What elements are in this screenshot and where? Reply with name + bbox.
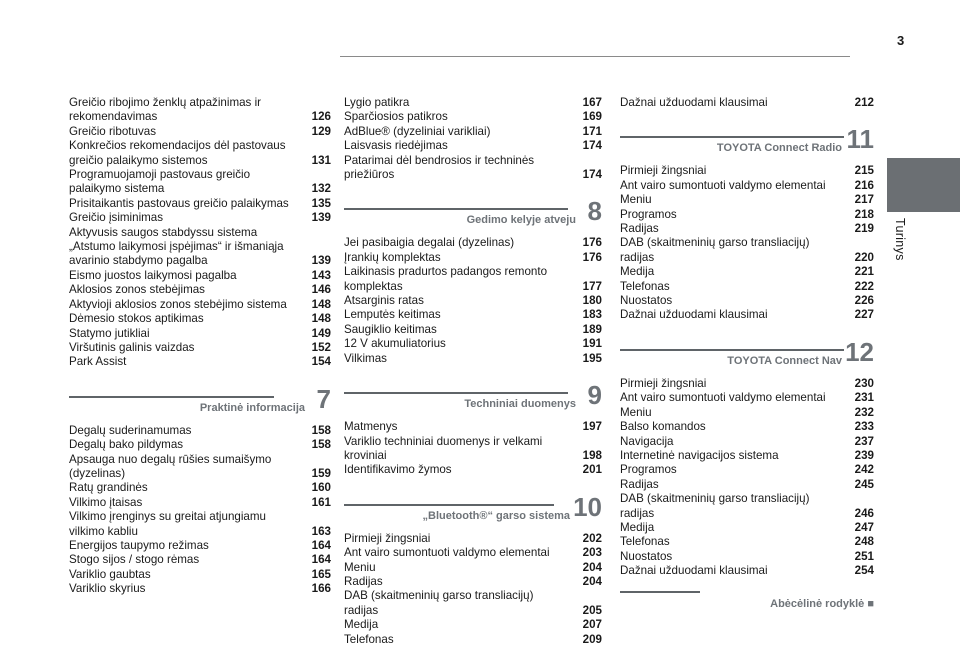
toc-entry-page: 237 xyxy=(854,434,874,448)
toc-entry[interactable] xyxy=(344,575,602,589)
toc-entry-page: 245 xyxy=(854,477,874,491)
toc-entry-title: Balso komandos xyxy=(620,420,706,434)
toc-entry-title: 12 V akumuliatorius xyxy=(344,337,446,351)
toc-entry[interactable] xyxy=(344,337,602,351)
toc-entry[interactable] xyxy=(344,110,602,124)
toc-entry[interactable] xyxy=(344,352,602,366)
toc-entry[interactable] xyxy=(620,294,874,308)
toc-entry-page: 239 xyxy=(854,448,874,462)
toc-entry-title: Nuostatos xyxy=(620,549,673,563)
toc-entry-page: 154 xyxy=(311,355,331,369)
toc-entry-page: 167 xyxy=(582,96,602,109)
index-footer xyxy=(620,591,874,611)
toc-entry-page: 176 xyxy=(582,250,602,264)
section-header-7 xyxy=(69,380,331,424)
toc-entry-title: Park Assist xyxy=(69,355,127,369)
toc-entry[interactable] xyxy=(344,561,602,575)
toc-entry[interactable] xyxy=(620,463,874,477)
toc-entry-page: 195 xyxy=(582,351,602,365)
toc-entry-title: Laisvasis riedėjimas xyxy=(344,139,448,153)
toc-entry-page: 227 xyxy=(854,308,874,322)
toc-entry-page: 246 xyxy=(854,506,874,520)
toc-column-3 xyxy=(620,96,874,611)
toc-entry-page: 159 xyxy=(311,466,331,480)
section-title: Techniniai duomenys xyxy=(464,398,576,411)
toc-entry[interactable] xyxy=(344,420,602,434)
toc-entry-page: 247 xyxy=(854,520,874,534)
toc-entry-title: Statymo jutikliai xyxy=(69,326,150,340)
toc-entry-page: 160 xyxy=(311,481,331,495)
toc-entry-title: Radijas xyxy=(344,574,383,588)
toc-entry[interactable] xyxy=(69,125,331,139)
toc-entry[interactable] xyxy=(69,269,331,283)
toc-entry-title: Atsarginis ratas xyxy=(344,294,424,308)
toc-entry-title: Telefonas xyxy=(620,535,670,549)
section-rule xyxy=(344,208,568,210)
toc-entry-page: 129 xyxy=(311,124,331,138)
toc-entry-title: Pirmieji žingsniai xyxy=(620,376,707,390)
toc-entry-page: 149 xyxy=(311,326,331,340)
toc-entry-page: 158 xyxy=(311,438,331,452)
toc-entry-page: 143 xyxy=(311,268,331,282)
toc-entry-title: Vilkimo įrenginys su greitai atjungiamu vilkimo kabliu xyxy=(69,510,266,538)
toc-entry[interactable] xyxy=(344,435,602,464)
section-rule xyxy=(344,504,554,506)
toc-entry-page: 132 xyxy=(311,182,331,196)
toc-entry-title: Pirmieji žingsniai xyxy=(344,531,431,545)
toc-entry-page: 218 xyxy=(854,207,874,221)
toc-entry-page: 176 xyxy=(582,236,602,250)
toc-entry-title: Aktyvusis saugos stabdyssu sistema „Atstumo laikymosi įspėjimas“ ir išmaniąja avarinio stabdymo pagalba xyxy=(69,225,284,268)
section-header-12 xyxy=(620,333,874,377)
toc-entry[interactable] xyxy=(344,308,602,322)
section-rule xyxy=(69,396,274,398)
toc-entry-page: 169 xyxy=(582,110,602,124)
toc-entry-page: 191 xyxy=(582,337,602,351)
toc-entry-title: Internetinė navigacijos sistema xyxy=(620,448,779,462)
toc-entry[interactable] xyxy=(69,568,331,582)
side-label: Turinys xyxy=(893,218,907,261)
toc-entry-title: Radijas xyxy=(620,222,659,236)
toc-entry-title: Viršutinis galinis vaizdas xyxy=(69,340,195,354)
toc-entry-title: Variklio gaubtas xyxy=(69,567,151,581)
toc-entry-title: Greičio ribotuvas xyxy=(69,124,156,138)
toc-entry-title: Lygio patikra xyxy=(344,96,410,109)
toc-entry-title: Jei pasibaigia degalai (dyzelinas) xyxy=(344,236,515,250)
toc-entry[interactable] xyxy=(620,280,874,294)
toc-entry[interactable] xyxy=(69,96,331,125)
toc-entry-title: Pirmieji žingsniai xyxy=(620,164,707,178)
toc-entry-title: DAB (skaitmeninių garso transliacijų) radijas xyxy=(344,589,534,617)
toc-entry[interactable] xyxy=(344,139,602,153)
toc-entry-page: 139 xyxy=(311,211,331,225)
toc-entry-page: 248 xyxy=(854,535,874,549)
page-number: 3 xyxy=(897,33,905,48)
toc-entry[interactable] xyxy=(344,251,602,265)
section-header-9 xyxy=(344,376,602,420)
toc-entry-title: Įrankių komplektas xyxy=(344,250,441,264)
toc-entry-title: Degalų suderinamumas xyxy=(69,423,192,437)
top-rule xyxy=(340,56,850,57)
toc-entry-page: 161 xyxy=(311,495,331,509)
toc-entry-title: Dažnai užduodami klausimai xyxy=(620,308,768,322)
toc-entry-title: Greičio ribojimo ženklų atpažinimas ir rekomendavimas xyxy=(69,96,262,124)
side-tab[interactable] xyxy=(887,158,960,212)
toc-entry-title: Aktyvioji aklosios zonos stebėjimo sistema xyxy=(69,297,287,311)
toc-entry[interactable] xyxy=(344,532,602,546)
toc-entry[interactable] xyxy=(69,211,331,225)
toc-entry-page: 189 xyxy=(582,322,602,336)
toc-entry-page: 197 xyxy=(582,420,602,434)
toc-entry-title: Lemputės keitimas xyxy=(344,308,441,322)
toc-entry[interactable] xyxy=(69,453,331,482)
section-number: 9 xyxy=(587,380,602,411)
toc-entry-title: Medija xyxy=(620,265,655,279)
toc-entry-title: Aklosios zonos stebėjimas xyxy=(69,283,205,297)
toc-entry[interactable] xyxy=(344,154,602,183)
toc-entry-page: 166 xyxy=(311,582,331,596)
toc-entry-title: Apsauga nuo degalų rūšies sumaišymo (dyzelinas) xyxy=(69,452,272,480)
toc-entry[interactable] xyxy=(344,294,602,308)
toc-entry-page: 212 xyxy=(854,96,874,109)
section-title: Praktinė informacija xyxy=(199,401,305,414)
toc-entry[interactable] xyxy=(620,377,874,391)
section-title: „Bluetooth®“ garso sistema xyxy=(422,509,570,522)
toc-list xyxy=(69,424,331,597)
toc-entry-title: Telefonas xyxy=(344,632,394,646)
toc-entry[interactable] xyxy=(620,449,874,463)
section-number: 10 xyxy=(573,491,602,522)
toc-entry[interactable] xyxy=(620,420,874,434)
toc-entry[interactable] xyxy=(69,553,331,567)
toc-entry-page: 204 xyxy=(582,574,602,588)
toc-entry-page: 139 xyxy=(311,254,331,268)
toc-entry[interactable] xyxy=(69,197,331,211)
toc-entry-title: Stogo sijos / stogo rėmas xyxy=(69,553,200,567)
toc-column-1 xyxy=(69,96,331,597)
toc-entry-title: Laikinasis pradurtos padangos remonto komplektas xyxy=(344,265,548,293)
toc-list xyxy=(344,532,602,647)
toc-entry-title: Ant vairo sumontuoti valdymo elementai xyxy=(620,391,826,405)
toc-entry-page: 254 xyxy=(854,564,874,578)
toc-entry-title: Matmenys xyxy=(344,420,398,434)
toc-entry-page: 126 xyxy=(311,110,331,124)
section-rule xyxy=(620,349,844,351)
toc-entry-page: 226 xyxy=(854,294,874,308)
toc-entry-page: 222 xyxy=(854,279,874,293)
toc-entry[interactable] xyxy=(620,521,874,535)
toc-entry-title: Variklio techniniai duomenys ir velkami kroviniai xyxy=(344,434,543,462)
toc-entry-page: 230 xyxy=(854,376,874,390)
toc-entry[interactable] xyxy=(344,463,602,477)
toc-entry-page: 148 xyxy=(311,297,331,311)
toc-entry-title: Konkrečios rekomendacijos dėl pastovaus greičio palaikymo sistemos xyxy=(69,139,286,167)
toc-entry[interactable] xyxy=(344,618,602,632)
toc-entry[interactable] xyxy=(620,492,874,521)
toc-entry-title: Variklio skyrius xyxy=(69,582,146,596)
footer-rule xyxy=(620,591,700,593)
toc-entry-page: 146 xyxy=(311,283,331,297)
section-number: 12 xyxy=(845,336,874,367)
toc-entry-title: DAB (skaitmeninių garso transliacijų) radijas xyxy=(620,492,810,520)
toc-entry[interactable] xyxy=(620,406,874,420)
toc-entry[interactable] xyxy=(344,633,602,647)
toc-entry-page: 180 xyxy=(582,294,602,308)
toc-entry[interactable] xyxy=(620,179,874,193)
toc-entry[interactable] xyxy=(69,582,331,596)
toc-entry-page: 233 xyxy=(854,420,874,434)
toc-entry[interactable] xyxy=(620,164,874,178)
toc-entry-title: Vilkimas xyxy=(344,351,387,365)
toc-entry-title: Energijos taupymo režimas xyxy=(69,538,209,552)
section-number: 11 xyxy=(846,124,874,155)
section-header-8 xyxy=(344,192,602,236)
toc-entry-title: Programos xyxy=(620,463,677,477)
toc-entry[interactable] xyxy=(344,265,602,294)
toc-entry-title: Ant vairo sumontuoti valdymo elementai xyxy=(344,546,550,560)
toc-entry-title: Identifikavimo žymos xyxy=(344,463,452,477)
toc-entry-page: 204 xyxy=(582,560,602,574)
toc-entry[interactable] xyxy=(69,355,331,369)
toc-entry[interactable] xyxy=(620,96,874,110)
toc-entry[interactable] xyxy=(344,546,602,560)
toc-entry-page: 177 xyxy=(582,279,602,293)
toc-entry-page: 165 xyxy=(311,567,331,581)
toc-entry-title: Medija xyxy=(620,520,655,534)
toc-entry[interactable] xyxy=(69,496,331,510)
section-title: TOYOTA Connect Radio xyxy=(716,142,842,155)
toc-entry-page: 215 xyxy=(854,164,874,178)
toc-entry[interactable] xyxy=(344,125,602,139)
toc-entry-page: 216 xyxy=(854,178,874,192)
toc-entry-page: 232 xyxy=(854,405,874,419)
toc-entry-title: Telefonas xyxy=(620,279,670,293)
toc-entry-title: Programos xyxy=(620,207,677,221)
toc-entry[interactable] xyxy=(620,193,874,207)
toc-entry-title: Sparčiosios patikros xyxy=(344,110,448,124)
toc-entry-title: Saugiklio keitimas xyxy=(344,322,437,336)
toc-entry[interactable] xyxy=(69,539,331,553)
toc-entry[interactable] xyxy=(620,535,874,549)
toc-entry-page: 164 xyxy=(311,553,331,567)
toc-entry[interactable] xyxy=(69,327,331,341)
section-rule xyxy=(620,136,844,138)
toc-list xyxy=(620,377,874,579)
toc-entry[interactable] xyxy=(620,222,874,236)
toc-entry[interactable] xyxy=(620,208,874,222)
toc-entry[interactable] xyxy=(69,283,331,297)
toc-entry-page: 203 xyxy=(582,546,602,560)
toc-entry-page: 231 xyxy=(854,391,874,405)
toc-entry-page: 221 xyxy=(854,265,874,279)
toc-entry[interactable] xyxy=(344,96,602,110)
toc-entry-page: 148 xyxy=(311,312,331,326)
toc-entry-title: Meniu xyxy=(620,405,652,419)
toc-entry-title: AdBlue® (dyzeliniai varikliai) xyxy=(344,124,491,138)
toc-entry-title: Dažnai užduodami klausimai xyxy=(620,564,768,578)
section-number: 8 xyxy=(587,196,602,227)
toc-entry-page: 209 xyxy=(582,632,602,646)
toc-column-2 xyxy=(344,96,602,647)
toc-entry-title: Dažnai užduodami klausimai xyxy=(620,96,768,109)
toc-entry-page: 135 xyxy=(311,196,331,210)
toc-entry-page: 174 xyxy=(582,168,602,182)
toc-entry-title: Programuojamoji pastovaus greičio palaikymo sistema xyxy=(69,168,251,196)
toc-entry[interactable] xyxy=(344,589,602,618)
toc-entry[interactable] xyxy=(69,312,331,326)
toc-entry[interactable] xyxy=(620,564,874,578)
section-title: TOYOTA Connect Nav xyxy=(727,354,842,367)
toc-entry-title: Prisitaikantis pastovaus greičio palaikymas xyxy=(69,196,289,210)
toc-entry-title: Dėmesio stokos aptikimas xyxy=(69,312,204,326)
toc-entry[interactable] xyxy=(69,226,331,269)
toc-entry-page: 205 xyxy=(582,603,602,617)
toc-entry[interactable] xyxy=(69,481,331,495)
toc-entry-page: 158 xyxy=(311,423,331,437)
toc-entry-page: 183 xyxy=(582,308,602,322)
toc-list xyxy=(344,236,602,366)
section-header-10 xyxy=(344,488,602,532)
toc-entry-page: 131 xyxy=(311,153,331,167)
toc-entry-title: Vilkimo įtaisas xyxy=(69,495,143,509)
toc-entry-title: Eismo juostos laikymosi pagalba xyxy=(69,268,237,282)
toc-entry[interactable] xyxy=(69,510,331,539)
toc-entry-page: 163 xyxy=(311,524,331,538)
toc-entry[interactable] xyxy=(620,265,874,279)
toc-entry-page: 202 xyxy=(582,531,602,545)
toc-entry[interactable] xyxy=(620,435,874,449)
section-header-11 xyxy=(620,120,874,164)
toc-entry-title: Meniu xyxy=(620,193,652,207)
index-link[interactable]: Abėcėlinė rodyklė ■ xyxy=(770,597,874,610)
toc-entry-page: 198 xyxy=(582,448,602,462)
section-rule xyxy=(344,392,568,394)
toc-entry-title: Meniu xyxy=(344,560,376,574)
toc-entry-page: 220 xyxy=(854,250,874,264)
toc-entry-title: Navigacija xyxy=(620,434,674,448)
toc-entry-page: 171 xyxy=(582,124,602,138)
toc-entry-page: 242 xyxy=(854,463,874,477)
toc-entry[interactable] xyxy=(69,341,331,355)
toc-entry[interactable] xyxy=(620,478,874,492)
toc-entry[interactable] xyxy=(620,308,874,322)
toc-entry[interactable] xyxy=(620,550,874,564)
toc-entry-page: 217 xyxy=(854,193,874,207)
toc-entry-page: 201 xyxy=(582,463,602,477)
section-title: Gedimo kelyje atveju xyxy=(466,214,576,227)
toc-entry[interactable] xyxy=(620,236,874,265)
toc-entry[interactable] xyxy=(344,323,602,337)
toc-entry[interactable] xyxy=(69,168,331,197)
toc-entry-title: Medija xyxy=(344,618,379,632)
toc-entry-page: 251 xyxy=(854,549,874,563)
toc-entry[interactable] xyxy=(69,298,331,312)
toc-entry[interactable] xyxy=(69,438,331,452)
toc-list xyxy=(620,164,874,322)
toc-entry[interactable] xyxy=(69,424,331,438)
toc-entry-page: 152 xyxy=(311,340,331,354)
toc-entry-page: 207 xyxy=(582,618,602,632)
toc-entry-title: Ant vairo sumontuoti valdymo elementai xyxy=(620,178,826,192)
toc-entry[interactable] xyxy=(620,391,874,405)
section-number: 7 xyxy=(316,383,331,414)
toc-entry[interactable] xyxy=(69,139,331,168)
toc-entry[interactable] xyxy=(344,236,602,250)
toc-list xyxy=(69,96,331,370)
toc-entry-title: Greičio įsiminimas xyxy=(69,211,164,225)
toc-entry-page: 174 xyxy=(582,139,602,153)
toc-entry-page: 219 xyxy=(854,222,874,236)
toc-entry-title: Ratų grandinės xyxy=(69,481,148,495)
toc-entry-title: Nuostatos xyxy=(620,294,673,308)
toc-entry-title: Degalų bako pildymas xyxy=(69,438,184,452)
toc-entry-title: Radijas xyxy=(620,477,659,491)
toc-entry-title: Patarimai dėl bendrosios ir techninės priežiūros xyxy=(344,153,535,182)
toc-list xyxy=(344,96,602,182)
toc-entry-title: DAB (skaitmeninių garso transliacijų) radijas xyxy=(620,236,810,264)
toc-list xyxy=(344,420,602,478)
toc-entry-page: 164 xyxy=(311,538,331,552)
toc-list xyxy=(620,96,874,110)
